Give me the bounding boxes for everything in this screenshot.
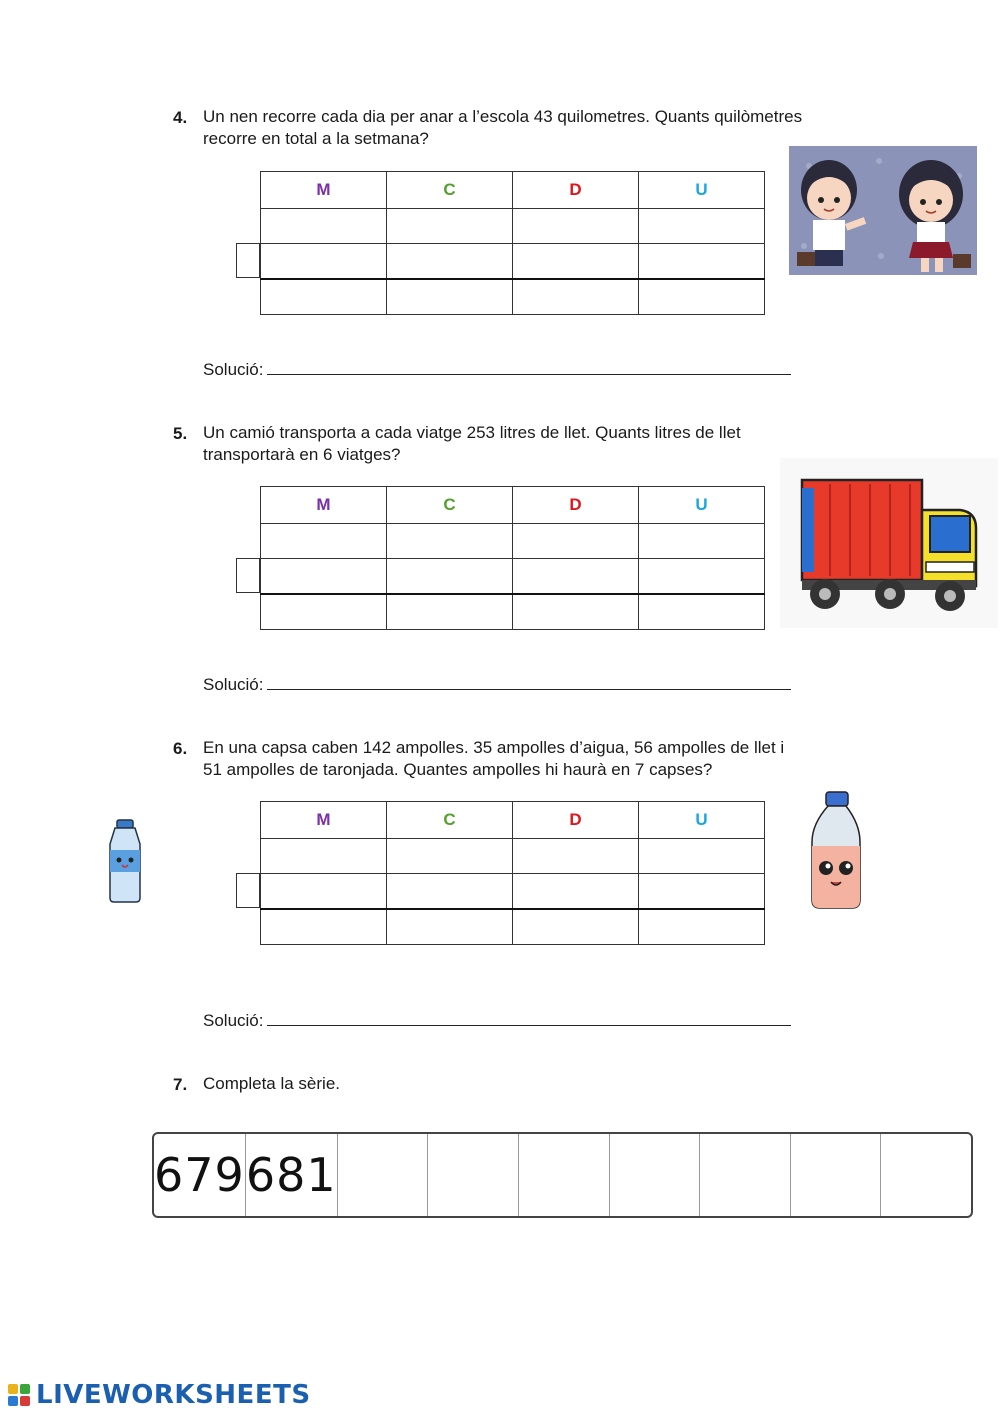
column-header-c: C [387,487,513,524]
truck-illustration [780,458,998,628]
result-cell[interactable] [261,909,387,945]
column-header-u: U [639,802,765,839]
series-cell-1: 679 [154,1134,246,1216]
series-cell-3[interactable] [338,1134,429,1216]
result-cell[interactable] [513,279,639,315]
question-6-line2: 51 ampolles de taronjada. Quantes ampolles hi haurà en 7 capses? [203,760,713,779]
grid-cell[interactable] [639,559,765,595]
question-5-number: 5. [173,424,188,443]
carry-box-q6[interactable] [236,873,260,908]
grid-cell[interactable] [387,524,513,559]
grid-cell[interactable] [261,839,387,874]
column-header-c: C [387,172,513,209]
question-5-line2: transportarà en 6 viatges? [203,445,401,464]
solution-label-q5: Solució: [203,675,264,694]
question-5-text [203,422,863,466]
column-header-m: M [261,172,387,209]
solution-answer-line-q5[interactable] [267,675,791,690]
grid-cell[interactable] [513,559,639,595]
question-7-text: Completa la sèrie. [203,1074,341,1093]
question-4-number: 4. [173,108,188,127]
result-cell[interactable] [261,594,387,630]
juice-bottle-icon [806,790,866,912]
result-cell[interactable] [639,594,765,630]
series-cell-7[interactable] [700,1134,791,1216]
grid-cell[interactable] [513,209,639,244]
solution-q6 [203,1011,791,1031]
grid-cell[interactable] [387,874,513,910]
question-5-line1: Un camió transporta a cada viatge 253 litres de llet. Quants litres de llet [203,423,741,442]
column-header-d: D [513,172,639,209]
place-value-grid-q4 [260,171,765,315]
column-header-m: M [261,802,387,839]
grid-cell[interactable] [639,874,765,910]
grid-cell[interactable] [513,244,639,280]
series-cell-9[interactable] [881,1134,971,1216]
column-header-u: U [639,487,765,524]
number-series-strip [152,1132,973,1218]
question-6-text [203,737,863,781]
column-header-d: D [513,487,639,524]
carry-box-q5[interactable] [236,558,260,593]
water-bottle-icon [100,818,150,904]
series-cell-8[interactable] [791,1134,882,1216]
solution-q4 [203,360,791,380]
result-cell[interactable] [513,594,639,630]
grid-cell[interactable] [387,559,513,595]
result-cell[interactable] [639,279,765,315]
place-value-grid-q5 [260,486,765,630]
result-cell[interactable] [261,279,387,315]
logo-text: LIVEWORKSHEETS [36,1380,311,1410]
grid-cell[interactable] [261,874,387,910]
series-cell-4[interactable] [428,1134,519,1216]
grid-cell[interactable] [387,839,513,874]
question-4-line1: Un nen recorre cada dia per anar a l’escola 43 quilometres. Quants quilòmetres [203,107,803,126]
grid-cell[interactable] [639,209,765,244]
question-6-number: 6. [173,739,188,758]
place-value-grid-q6 [260,801,765,945]
result-cell[interactable] [387,279,513,315]
grid-cell[interactable] [261,209,387,244]
column-header-c: C [387,802,513,839]
column-header-m: M [261,487,387,524]
result-cell[interactable] [387,594,513,630]
grid-cell[interactable] [261,244,387,280]
solution-q5 [203,675,791,695]
grid-cell[interactable] [261,559,387,595]
grid-cell[interactable] [261,524,387,559]
grid-cell[interactable] [639,244,765,280]
question-4-text [203,106,863,150]
solution-answer-line-q6[interactable] [267,1011,791,1026]
series-cell-6[interactable] [610,1134,701,1216]
grid-cell[interactable] [513,839,639,874]
result-cell[interactable] [387,909,513,945]
grid-cell[interactable] [387,209,513,244]
solution-label-q4: Solució: [203,360,264,379]
column-header-d: D [513,802,639,839]
liveworksheets-logo [8,1380,311,1410]
solution-answer-line-q4[interactable] [267,360,791,375]
question-4-line2: recorre en total a la setmana? [203,129,429,148]
grid-cell[interactable] [513,874,639,910]
school-children-illustration [789,146,977,275]
grid-cell[interactable] [639,524,765,559]
grid-cell[interactable] [513,524,639,559]
logo-blocks-icon [8,1384,30,1406]
grid-cell[interactable] [387,244,513,280]
series-cell-5[interactable] [519,1134,610,1216]
result-cell[interactable] [639,909,765,945]
question-6-line1: En una capsa caben 142 ampolles. 35 ampolles d’aigua, 56 ampolles de llet i [203,738,785,757]
column-header-u: U [639,172,765,209]
result-cell[interactable] [513,909,639,945]
solution-label-q6: Solució: [203,1011,264,1030]
carry-box-q4[interactable] [236,243,260,278]
question-7-number: 7. [173,1075,188,1094]
grid-cell[interactable] [639,839,765,874]
series-cell-2: 681 [246,1134,338,1216]
